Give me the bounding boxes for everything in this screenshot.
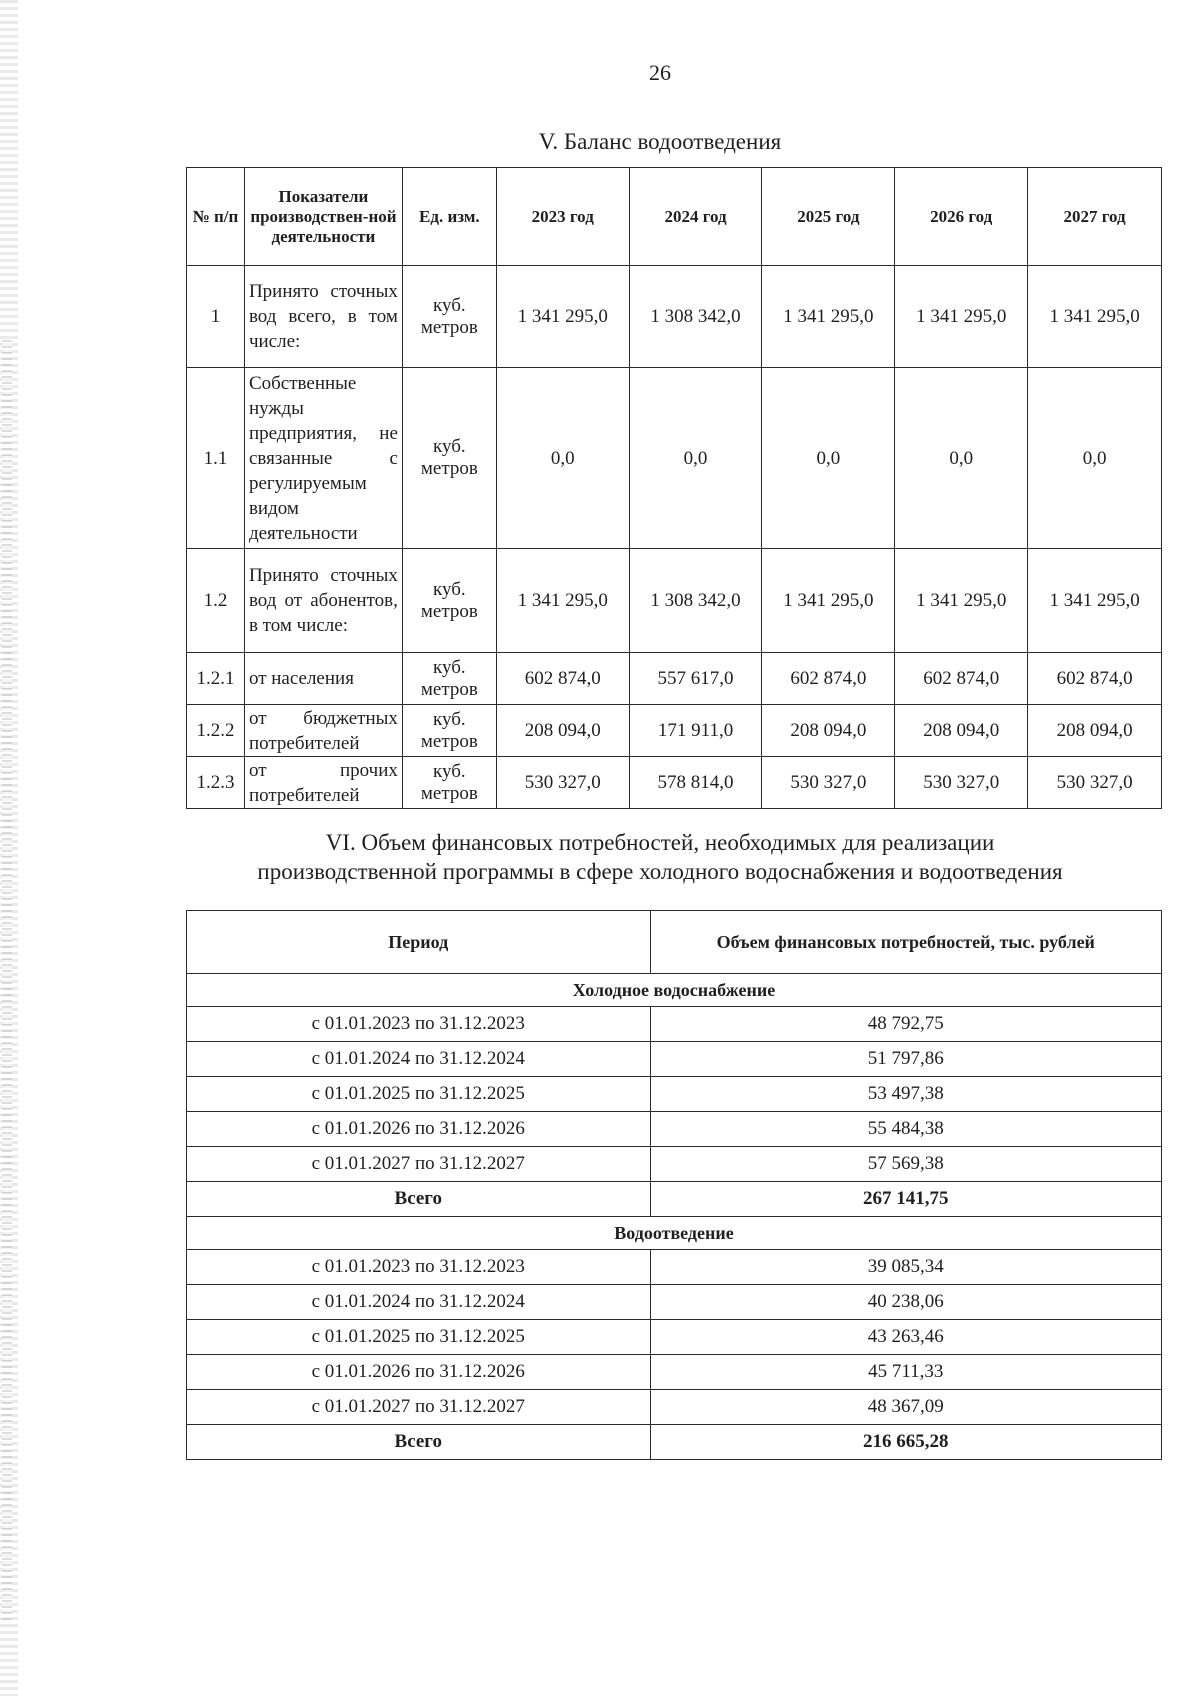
balance-table: [186, 167, 1162, 809]
value-cell: 578 814,0: [629, 757, 762, 809]
amount-cell: 48 367,09: [650, 1390, 1162, 1425]
value-cell: 530 327,0: [895, 757, 1028, 809]
table-row: [187, 1077, 1162, 1112]
amount-cell: 53 497,38: [650, 1077, 1162, 1112]
total-row: [187, 1182, 1162, 1217]
value-cell: 0,0: [762, 368, 895, 549]
table-row: [187, 1112, 1162, 1147]
value-cell: 602 874,0: [496, 653, 629, 705]
section-row: [187, 974, 1162, 1007]
value-cell: 1 341 295,0: [762, 549, 895, 653]
amount-cell: 40 238,06: [650, 1285, 1162, 1320]
header-unit: Ед. изм.: [402, 168, 496, 266]
value-cell: 0,0: [1028, 368, 1162, 549]
section-title: Водоотведение: [187, 1217, 1162, 1250]
total-label: Всего: [187, 1182, 651, 1217]
header-2027: 2027 год: [1028, 168, 1162, 266]
period-cell: с 01.01.2027 по 31.12.2027: [187, 1147, 651, 1182]
row-num: 1.2.1: [187, 653, 245, 705]
row-unit: куб. метров: [402, 653, 496, 705]
row-indicator: Принято сточных вод всего, в том числе:: [244, 266, 402, 368]
period-cell: с 01.01.2026 по 31.12.2026: [187, 1355, 651, 1390]
header-indicator: Показатели производствен-ной деятельности: [244, 168, 402, 266]
value-cell: 208 094,0: [1028, 705, 1162, 757]
period-cell: с 01.01.2023 по 31.12.2023: [187, 1007, 651, 1042]
balance-header-row: [187, 168, 1162, 266]
table-row: [187, 1007, 1162, 1042]
value-cell: 1 341 295,0: [762, 266, 895, 368]
value-cell: 1 341 295,0: [1028, 266, 1162, 368]
balance-title: V. Баланс водоотведения: [538, 129, 782, 154]
row-unit: куб. метров: [402, 368, 496, 549]
row-unit: куб. метров: [402, 705, 496, 757]
table-row: [187, 1250, 1162, 1285]
period-cell: с 01.01.2025 по 31.12.2025: [187, 1320, 651, 1355]
value-cell: 557 617,0: [629, 653, 762, 705]
value-cell: 602 874,0: [895, 653, 1028, 705]
scan-edge-artifact: [2, 340, 12, 1620]
total-value: 267 141,75: [650, 1182, 1162, 1217]
header-amount: Объем финансовых потребностей, тыс. рублей: [650, 911, 1162, 974]
value-cell: 530 327,0: [762, 757, 895, 809]
value-cell: 0,0: [629, 368, 762, 549]
period-cell: с 01.01.2025 по 31.12.2025: [187, 1077, 651, 1112]
section-title: Холодное водоснабжение: [187, 974, 1162, 1007]
finance-title-line2: производственной программы в сфере холодного водоснабжения и водоотведения: [257, 859, 1063, 884]
table-row: [187, 1390, 1162, 1425]
value-cell: 1 341 295,0: [496, 549, 629, 653]
period-cell: с 01.01.2023 по 31.12.2023: [187, 1250, 651, 1285]
table-row: [187, 1042, 1162, 1077]
value-cell: 1 308 342,0: [629, 549, 762, 653]
value-cell: 1 341 295,0: [1028, 549, 1162, 653]
finance-title: [0, 828, 1200, 886]
amount-cell: 55 484,38: [650, 1112, 1162, 1147]
row-unit: куб. метров: [402, 549, 496, 653]
header-num: № п/п: [187, 168, 245, 266]
table-row: [187, 1285, 1162, 1320]
value-cell: 602 874,0: [1028, 653, 1162, 705]
page-number: 26: [649, 60, 671, 85]
amount-cell: 39 085,34: [650, 1250, 1162, 1285]
finance-title-line1: VI. Объем финансовых потребностей, необходимых для реализации: [325, 830, 995, 855]
row-indicator: от населения: [244, 653, 402, 705]
value-cell: 530 327,0: [496, 757, 629, 809]
total-row: [187, 1425, 1162, 1460]
row-indicator: от бюджетных потребителей: [244, 705, 402, 757]
value-cell: 1 308 342,0: [629, 266, 762, 368]
finance-header-row: [187, 911, 1162, 974]
period-cell: с 01.01.2026 по 31.12.2026: [187, 1112, 651, 1147]
header-2026: 2026 год: [895, 168, 1028, 266]
value-cell: 602 874,0: [762, 653, 895, 705]
period-cell: с 01.01.2024 по 31.12.2024: [187, 1285, 651, 1320]
table-row: [187, 266, 1162, 368]
value-cell: 530 327,0: [1028, 757, 1162, 809]
total-value: 216 665,28: [650, 1425, 1162, 1460]
amount-cell: 48 792,75: [650, 1007, 1162, 1042]
value-cell: 208 094,0: [895, 705, 1028, 757]
row-num: 1.2.2: [187, 705, 245, 757]
table-row: [187, 757, 1162, 809]
amount-cell: 51 797,86: [650, 1042, 1162, 1077]
table-row: [187, 1320, 1162, 1355]
total-label: Всего: [187, 1425, 651, 1460]
value-cell: 1 341 295,0: [496, 266, 629, 368]
value-cell: 0,0: [895, 368, 1028, 549]
finance-table: [186, 910, 1162, 1460]
row-indicator: Собственные нужды предприятия, не связанные с регулируемым видом деятельности: [244, 368, 402, 549]
table-row: [187, 1355, 1162, 1390]
amount-cell: 45 711,33: [650, 1355, 1162, 1390]
value-cell: 1 341 295,0: [895, 549, 1028, 653]
header-2024: 2024 год: [629, 168, 762, 266]
table-row: [187, 549, 1162, 653]
row-unit: куб. метров: [402, 266, 496, 368]
amount-cell: 57 569,38: [650, 1147, 1162, 1182]
value-cell: 208 094,0: [762, 705, 895, 757]
period-cell: с 01.01.2027 по 31.12.2027: [187, 1390, 651, 1425]
row-unit: куб. метров: [402, 757, 496, 809]
header-period: Период: [187, 911, 651, 974]
header-2025: 2025 год: [762, 168, 895, 266]
header-2023: 2023 год: [496, 168, 629, 266]
amount-cell: 43 263,46: [650, 1320, 1162, 1355]
row-num: 1: [187, 266, 245, 368]
table-row: [187, 1147, 1162, 1182]
section-row: [187, 1217, 1162, 1250]
row-num: 1.2.3: [187, 757, 245, 809]
value-cell: 1 341 295,0: [895, 266, 1028, 368]
row-num: 1.1: [187, 368, 245, 549]
row-num: 1.2: [187, 549, 245, 653]
period-cell: с 01.01.2024 по 31.12.2024: [187, 1042, 651, 1077]
row-indicator: от прочих потребителей: [244, 757, 402, 809]
value-cell: 0,0: [496, 368, 629, 549]
table-row: [187, 653, 1162, 705]
value-cell: 171 911,0: [629, 705, 762, 757]
row-indicator: Принято сточных вод от абонентов, в том числе:: [244, 549, 402, 653]
table-row: [187, 368, 1162, 549]
table-row: [187, 705, 1162, 757]
value-cell: 208 094,0: [496, 705, 629, 757]
